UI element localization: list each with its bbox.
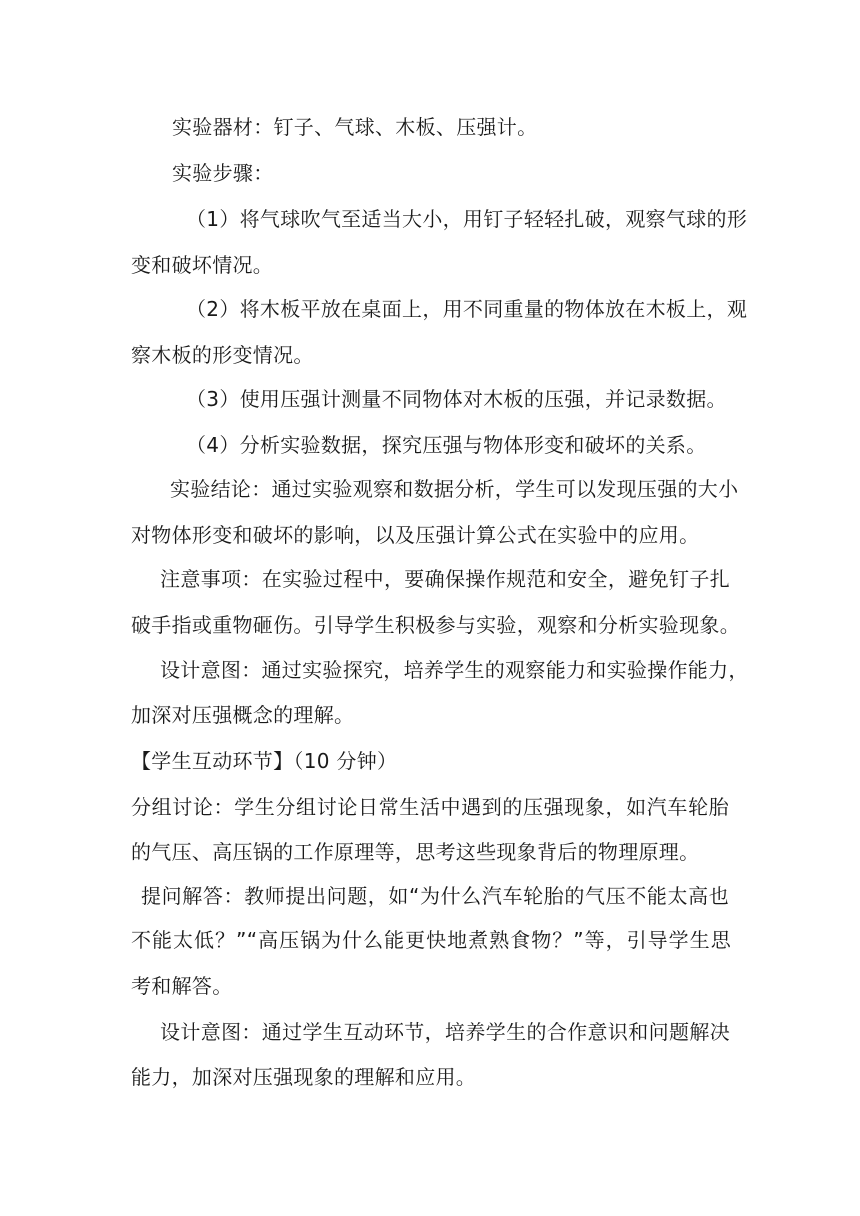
section-heading: 【学生互动环节】（10 分钟）	[131, 749, 398, 773]
qa-line-1: 提问解答：教师提出问题，如“为什么汽车轮胎的气压不能太高也	[141, 884, 729, 908]
step-3-text: （3）使用压强计测量不同物体对木板的压强，并记录数据。	[186, 387, 727, 411]
discussion-line-2: 的气压、高压锅的工作原理等，思考这些现象背后的物理原理。	[131, 840, 700, 864]
design-intent-2-line-1: 设计意图：通过学生互动环节，培养学生的合作意识和问题解决	[160, 1020, 730, 1044]
step-4-text: （4）分析实验数据，探究压强与物体形变和破坏的关系。	[186, 433, 707, 457]
step-2-line-2: 察木板的形变情况。	[131, 343, 314, 367]
notes-line-2: 破手指或重物砸伤。引导学生积极参与实验，观察和分析实验现象。	[131, 613, 740, 637]
discussion-line-1: 分组讨论：学生分组讨论日常生活中遇到的压强现象，如汽车轮胎	[131, 795, 729, 819]
qa-line-2: 不能太低？”“高压锅为什么能更快地煮熟食物？”等，引导学生思	[131, 928, 731, 952]
conclusion-line-1: 实验结论：通过实验观察和数据分析，学生可以发现压强的大小	[170, 477, 739, 501]
step-2-line-1: （2）将木板平放在桌面上，用不同重量的物体放在木板上，观	[186, 297, 748, 321]
step-1-line-1: （1）将气球吹气至适当大小，用钉子轻轻扎破，观察气球的形	[186, 207, 748, 231]
notes-line-1: 注意事项：在实验过程中，要确保操作规范和安全，避免钉子扎	[160, 567, 730, 591]
design-intent-2-line-2: 能力，加深对压强现象的理解和应用。	[131, 1065, 477, 1089]
conclusion-line-2: 对物体形变和破坏的影响，以及压强计算公式在实验中的应用。	[131, 523, 700, 547]
step-1-line-2: 变和破坏情况。	[131, 253, 274, 277]
qa-line-3: 考和解答。	[131, 974, 233, 998]
steps-label: 实验步骤：	[172, 161, 274, 185]
equipment-text: 实验器材：钉子、气球、木板、压强计。	[172, 115, 538, 139]
design-intent-1-line-1: 设计意图：通过实验探究，培养学生的观察能力和实验操作能力，	[160, 658, 749, 682]
design-intent-1-line-2: 加深对压强概念的理解。	[131, 703, 355, 727]
